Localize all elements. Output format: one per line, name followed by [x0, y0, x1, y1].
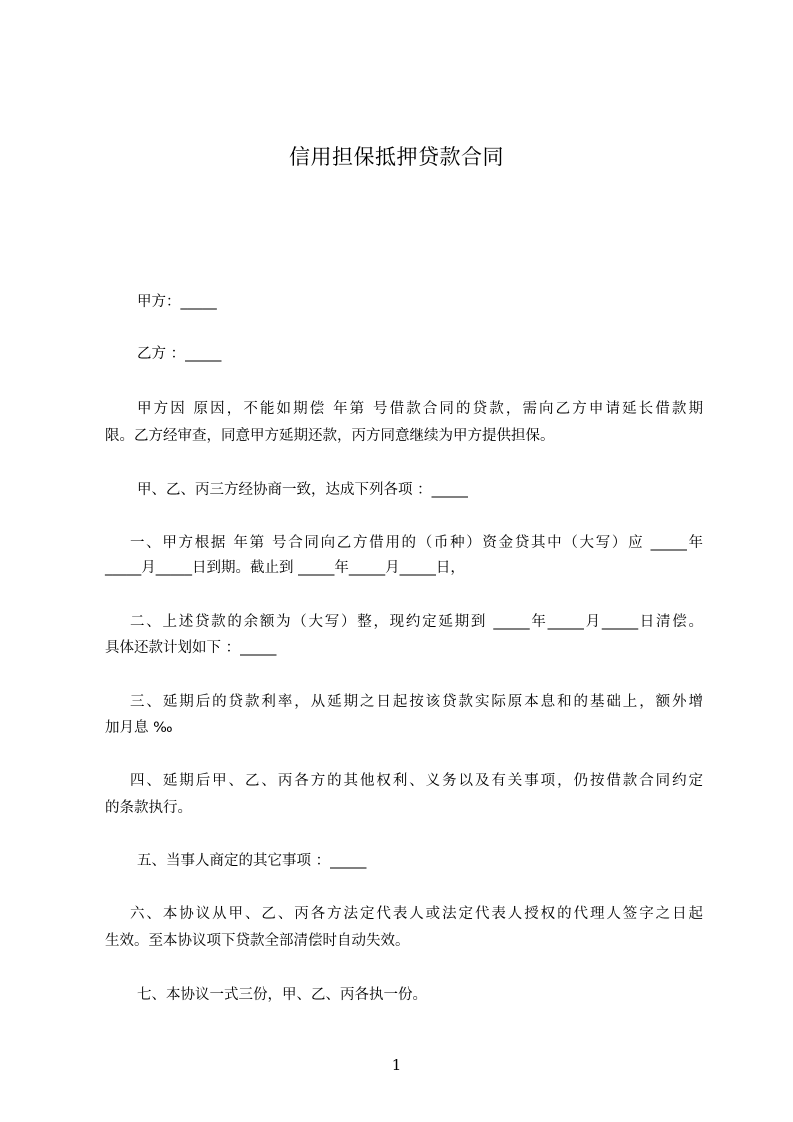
clause-2-line-1: 二、上述贷款的余额为（大写）整，现约定延期到 _____年_____月_____日清偿。 [130, 614, 703, 630]
intro-paragraph-line-2: 限。乙方经审查，同意甲方延期还款，丙方同意继续为甲方提供担保。 [105, 428, 555, 444]
clause-6-line-2: 生效。至本协议项下贷款全部清偿时自动失效。 [105, 933, 410, 949]
clause-6-line-1: 六、本协议从甲、乙、丙各方法定代表人或法定代表人授权的代理人签字之日起 [130, 906, 703, 922]
clause-1-line-1: 一、甲方根据 年第 号合同向乙方借用的（币种）资金贷其中（大写）应 _____年 [130, 535, 703, 551]
consensus-line: 甲、乙、丙三方经协商一致，达成下列各项 ：_____ [137, 482, 468, 498]
party-b-line: 乙方 ：_____ [137, 346, 222, 362]
clause-4-line-1: 四、延期后甲、乙、丙各方的其他权利、义务以及有关事项，仍按借款合同约定 [130, 773, 703, 789]
party-a-line: 甲方：_____ [137, 294, 217, 310]
clause-2-line-2: 具体还款计划如下 ：_____ [105, 640, 277, 656]
page-number: 1 [391, 1056, 402, 1074]
clause-3-line-2: 加月息 ‰ [105, 720, 173, 736]
clause-5-line: 五、当事人商定的其它事项 ：_____ [137, 853, 367, 869]
intro-paragraph-line-1: 甲方因 原因，不能如期偿 年第 号借款合同的贷款，需向乙方申请延长借款期 [137, 401, 703, 417]
clause-4-line-2: 的条款执行。 [105, 800, 192, 816]
clause-1-line-2: _____月_____日到期。截止到 _____年_____月_____日， [105, 560, 465, 576]
document-title: 信用担保抵押贷款合同 [289, 145, 504, 169]
clause-3-line-1: 三、延期后的贷款利率，从延期之日起按该贷款实际原本息和的基础上，额外增 [130, 694, 703, 710]
clause-7-line: 七、本协议一式三份，甲、乙、丙各执一份。 [137, 987, 427, 1003]
